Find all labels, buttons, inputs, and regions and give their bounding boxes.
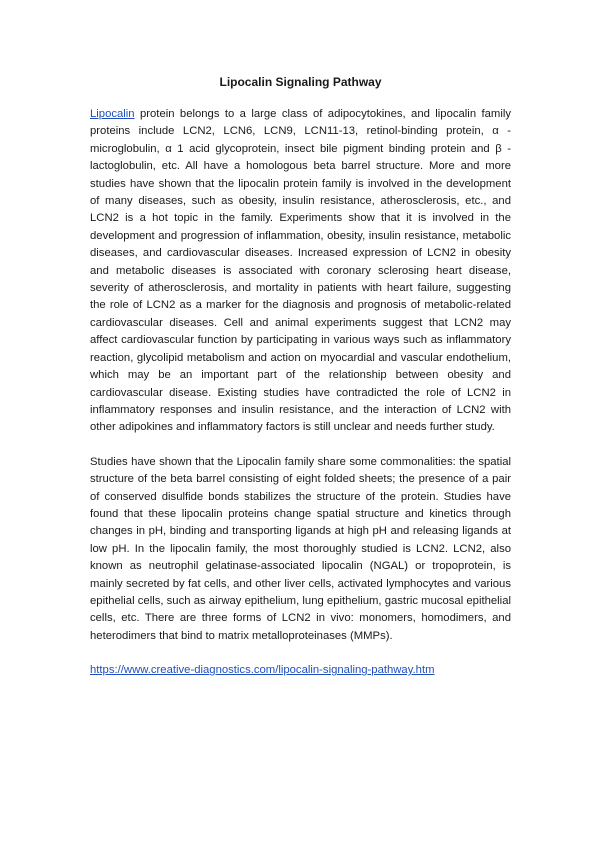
page-title: Lipocalin Signaling Pathway <box>219 75 382 89</box>
source-url-link[interactable]: https://www.creative-diagnostics.com/lipocalin-signaling-pathway.htm <box>90 664 435 677</box>
paragraph-intro-text: protein belongs to a large class of adipocytokines, and lipocalin family proteins include LCN2, LCN6, LCN9, LCN11-13, retinol-binding protein, α -microglobulin, α 1 acid glycoprotein, insect bile pigment binding protein and β -lactoglobulin, etc. All have a homologous beta barrel structure. More and more studies have shown that the lipocalin protein family is involved in the development of many diseases, such as obesity, insulin resistance, atherosclerosis, etc., and LCN2 is a hot topic in the family. Experiments show that it is involved in the development and progression of inflammation, obesity, insulin resistance, metabolic diseases, and cardiovascular diseases. Increased expression of LCN2 in obesity and metabolic diseases is associated with coronary sclerosing heart disease, severity of atherosclerosis, and mortality in patients with heart failure, suggesting the role of LCN2 as a marker for the diagnosis and prognosis of metabolic-related cardiovascular diseases. Cell and animal experiments suggest that LCN2 may affect cardiovascular function by participating in various ways such as inflammatory reaction, glycolipid metabolism and action on myocardial and vascular endothelium, which may be an important part of the relationship between obesity and cardiovascular disease. Existing studies have contradicted the role of LCN2 in inflammatory responses and insulin resistance, and the interaction of LCN2 with other adipokines and inflammatory factors is still unclear and needs further study. <box>90 108 511 434</box>
lipocalin-link[interactable]: Lipocalin <box>90 108 135 120</box>
source-url-line <box>90 662 511 679</box>
paragraph-intro <box>90 106 511 437</box>
paragraph-commonalities: Studies have shown that the Lipocalin family share some commonalities: the spatial structure of the beta barrel consisting of eight folded sheets; the presence of a pair of conserved disulfide bonds stabilizes the structure of the protein. Studies have found that these lipocalin proteins change spatial structure and kinetics through changes in pH, binding and transporting ligands at high pH and releasing ligands at low pH. In the lipocalin family, the most thoroughly studied is LCN2. LCN2, also known as neutrophil gelatinase-associated lipocalin (NGAL) or tropoprotein, is mainly secreted by fat cells, and other liver cells, activated lymphocytes and various epithelial cells, such as airway epithelium, lung epithelium, gastric mucosal epithelial cells, etc. There are three forms of LCN2 in vivo: monomers, homodimers, and heterodimers that bind to matrix metalloproteinases (MMPs). <box>90 455 511 642</box>
document-page <box>90 74 511 680</box>
